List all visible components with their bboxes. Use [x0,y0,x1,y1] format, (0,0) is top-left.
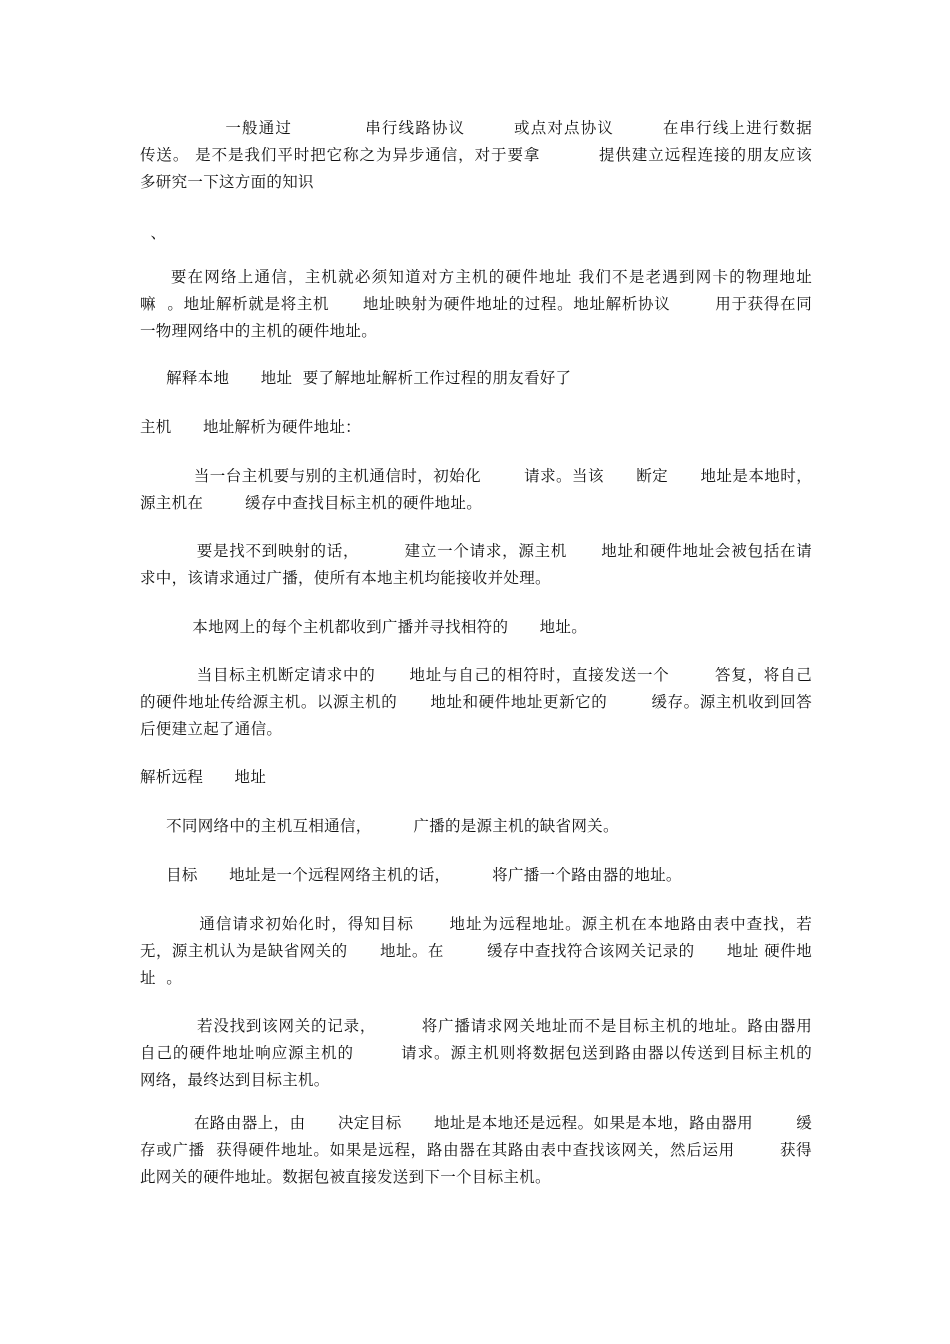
text-line: 一物理网络中的主机的硬件地址。 [140,322,378,340]
text-line: 解释本地 地址 要了解地址解析工作过程的朋友看好了 [140,369,572,387]
text-line: 网络，最终达到目标主机。 [140,1071,330,1089]
text-line: 存或广播 获得硬件地址。如果是远程，路由器在其路由表中查找该网关，然后运用 获得 [140,1141,812,1159]
text-line: 本地网上的每个主机都收到广播并寻找相符的 地址。 [140,618,588,636]
text-line: 多研究一下这方面的知识 [140,173,314,191]
text-line: 一般通过 串行线路协议 或点对点协议 在串行线上进行数据 [140,119,812,137]
text-line: 要是找不到映射的话， 建立一个请求，源主机 地址和硬件地址会被包括在请 [140,542,812,560]
text-line: 无，源主机认为是缺省网关的 地址。在 缓存中查找符合该网关记录的 地址 硬件地 [140,942,812,960]
text-line: 目标 地址是一个远程网络主机的话， 将广播一个路由器的地址。 [140,866,682,884]
text-line: 嘛 。地址解析就是将主机 地址映射为硬件地址的过程。地址解析协议 用于获得在同 [140,295,812,313]
text-line: 后便建立起了通信。 [140,720,283,738]
text-line: 的硬件地址传给源主机。以源主机的 地址和硬件地址更新它的 缓存。源主机收到回答 [140,693,812,711]
text-line: 要在网络上通信，主机就必须知道对方主机的硬件地址 我们不是老遇到网卡的物理地址 [140,268,812,286]
text-line: 址 。 [140,969,183,987]
text-line: 若没找到该网关的记录， 将广播请求网关地址而不是目标主机的地址。路由器用 [140,1017,812,1035]
text-line: 、 [140,224,167,242]
text-line: 源主机在 缓存中查找目标主机的硬件地址。 [140,494,483,512]
section-heading: 解析远程 地址 [140,768,267,786]
text-line: 传送。 是不是我们平时把它称之为异步通信，对于要拿 提供建立远程连接的朋友应该 [140,146,812,164]
text-line: 当一台主机要与别的主机通信时，初始化 请求。当该 断定 地址是本地时， [140,467,812,485]
section-heading: 主机 地址解析为硬件地址： [140,418,361,436]
text-line: 此网关的硬件地址。数据包被直接发送到下一个目标主机。 [140,1168,551,1186]
text-line: 自己的硬件地址响应源主机的 请求。源主机则将数据包送到路由器以传送到目标主机的 [140,1044,812,1062]
text-line: 通信请求初始化时，得知目标 地址为远程地址。源主机在本地路由表中查找，若 [140,915,812,933]
text-line: 当目标主机断定请求中的 地址与自己的相符时，直接发送一个 答复，将自己 [140,666,812,684]
text-line: 不同网络中的主机互相通信， 广播的是源主机的缺省网关。 [140,817,619,835]
text-line: 在路由器上，由 决定目标 地址是本地还是远程。如果是本地，路由器用 缓 [140,1114,812,1132]
text-line: 求中，该请求通过广播，使所有本地主机均能接收并处理。 [140,569,551,587]
